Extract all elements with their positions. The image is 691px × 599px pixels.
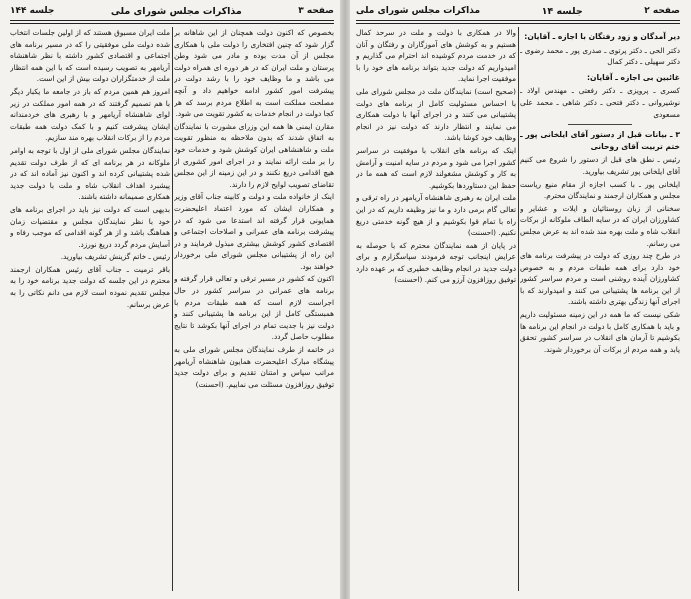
paragraph: نمایندگان مجلس شورای ملی از اول با توجه به اوامر ملوکانه در هر برنامه ای که از طرف دولت تقدیم شده پشتیبانی کرده اند و اکنون نیز آماده اند که در پیشبرد اهداف انقلاب شاه و ملت با دولت جدید همکاری صمیمانه داشته باشند. <box>10 145 170 202</box>
right-page-title: مذاکرات مجلس شورای ملی <box>356 6 481 16</box>
paragraph: مقارن ایمنی ها همه این وزرای مشورت با نمایندگان به اتفاق شدند که بدون ملاحظه به منظور تقویت ملت و شاهنشاهی ایران کوشش شود و خدمات خود را بر ملت ارائه نمایند و در اجرای امور کشوری از هیچ اقدامی دریغ نکنند و در این زمینه از این مجلس تقاضای تصویب لوایح لازم را دارند. <box>174 121 334 189</box>
paragraph: ملت ایران مسبوق هستند که از اولین جلسات انتخاب شده دولت ملی موفقیتی را که در مسیر برنامه های اجتماعی و اقتصادی کشور داشته با نظر شاهنشاه آریامهر به تصویب رسیده است که با این همه انتظار ملت از خدمتگزاران دولت بیش از این است. <box>10 28 170 84</box>
left-page-number: صفحه ۳ <box>298 6 334 16</box>
left-page <box>4 0 340 599</box>
paragraph: ملت ایران به رهبری شاهنشاه آریامهر در راه ترقی و تعالی گام برمی دارد و ما نیز وظیفه داریم که در این راه با تمام قوا بکوشیم و از هیچ گونه خدمتی دریغ نکنیم. (احسنت) <box>356 193 516 238</box>
left-page-header <box>10 4 334 18</box>
paragraph: والا در همکاری با دولت و ملت در سرحد کمال هستیم و به کوشش های آموزگاران و رفتگان و آنان که در خدمت مردم کوشیده اند احترام می گذاریم و امیدواریم که دولت جدید بتواند برنامه های خود را با موفقیت اجرا نماید. <box>356 28 516 84</box>
paragraph: ایلخانی پور ـ با کسب اجازه از مقام منیع ریاست مجلس و همکاران ارجمند و نمایندگان محترم. <box>520 179 680 201</box>
paragraph: در پایان از همه نمایندگان محترم که با حوصله به عرایض اینجانب توجه فرمودند سپاسگزارم و برای دولت جدید در انجام وظایف خطیری که بر عهده دارد توفیق روزافزون آرزو می کنم. (احسنت) <box>356 240 516 285</box>
paragraph: بدیهی است که دولت نیز باید در اجرای برنامه های خود با نظر نمایندگان مجلس و مقتضیات زمان هماهنگ باشد و از هر گونه اقدامی که موجب رفاه و آسایش مردم گردد دریغ نورزد. <box>10 204 170 249</box>
paragraph: رئیس ـ نطق های قبل از دستور را شروع می کنیم آقای ایلخانی پور تشریف بیاورید. <box>520 155 680 176</box>
paragraph: اکنون که کشور در مسیر ترقی و تعالی قرار گرفته و برنامه های عمرانی در سراسر کشور در حال اجراست لازم است که همه طبقات مردم با همبستگی کامل از این برنامه ها پشتیبانی کنند و دولت نیز با جدیت تمام در اجرای آنها بکوشد تا نتایج مطلوب حاصل گردد. <box>174 274 334 342</box>
right-page-header <box>356 4 680 18</box>
paragraph: رئیس ـ خاتم گزینش تشریف بیاورید. <box>60 252 170 262</box>
section-heading: غائبین بی اجازه ـ آقایان: <box>586 72 680 82</box>
paragraph: سخنانی از زبان روستائیان و ایلات و عشایر و کشاورزان ایران که در سایه الطاف ملوکانه از برکات انقلاب شاه و ملت بهره مند شده اند به عرض مجلس می رسانم. <box>520 203 680 248</box>
right-page <box>350 0 686 599</box>
right-page-session: جلسه ۱۴ <box>541 5 583 17</box>
right-page-column-2 <box>356 27 516 595</box>
right-column-divider <box>518 27 519 591</box>
paragraph: دکتر الحی ـ دکتر پرتوی ـ صدری پور ـ محمد رضوی ـ دکتر سهیلی ـ دکتر کمال <box>520 45 680 67</box>
section-separator <box>568 124 632 125</box>
right-page-column-1 <box>520 27 680 595</box>
left-column-divider <box>172 27 173 591</box>
section-heading: دیر آمدگان و زود رفتگان با اجازه ـ آقایان: <box>524 32 680 41</box>
left-header-rule <box>10 20 334 24</box>
paragraph: (صحیح است) نمایندگان ملت در مجلس شورای ملی با احساس مسئولیت کامل از برنامه های دولت پشتیبانی می کنند و در اجرای آنها با دولت همکاری می نمایند و انتظار دارند که دولت نیز در انجام وظایف خود کوشا باشد. <box>356 86 516 143</box>
paragraph: اینک که برنامه های انقلاب با موفقیت در سراسر کشور اجرا می شود و مردم در سایه امنیت و آرامش به کار و کوشش مشغولند لازم است که همه ما در حفظ این دستاوردها بکوشیم. <box>356 145 516 190</box>
right-page-number: صفحه ۲ <box>644 6 680 16</box>
paragraph: بخصوص که اکنون دولت همچنان از این شاهانه بر گزار شود که چنین افتخاری را دولت ملی با همکاری مجلس از آن مدت بوده و مادر می شود وطن پرستان و ملت ایران که در هر دوره ای همراه دولت می باشد و ما وظایف خود را با رشد دولت در پیشرفت امور کشور ادامه خواهیم داد و آنچه مصلحت مملکت است به اطلاع مردم برسد که هر کجا دولت در انجام خدمات به کشور تقویت می شود. <box>174 28 334 119</box>
paragraph: در خاتمه از طرف نمایندگان مجلس شورای ملی به پیشگاه مبارک اعلیحضرت همایون شاهنشاه آریامهر مراتب سپاس و امتنان تقدیم و برای دولت جدید توفیق روزافزون مسئلت می نماییم. (احسنت) <box>174 345 334 389</box>
paragraph: در طرح چند روزی که دولت در پیشرفت برنامه های خود دارد برای همه طبقات مردم و به خصوص کشاورزان آینده روشنی است و مردم سراسر کشور از این برنامه ها پشتیبانی می کنند و امیدوارند که با اجرای آنها زندگی بهتری داشته باشند. <box>520 251 680 307</box>
left-page-column-1 <box>174 27 334 595</box>
left-page-title: مذاکرات مجلس شورای ملی <box>110 5 242 17</box>
paragraph: باقر ترمیت ـ جناب آقای رئیس همکاران ارجمند محترم در این جلسه که دولت جدید برنامه خود را به مجلس تقدیم نموده است لازم می دانم نکاتی را به عرض برسانم. <box>10 264 170 309</box>
paragraph: کسری ـ پرویزی ـ دکتر رفعتی ـ مهندس اولاد ـ نوشیروانی ـ دکتر فتحی ـ دکتر شاهی ـ محمد علی مسعودی <box>520 86 680 119</box>
section-heading: ۳ ـ بیانات قبل از دستور آقای ایلخانی پور ـ ختم تربیت آقای روحانی <box>520 130 680 151</box>
paragraph: اینک از خانواده ملت و دولت و کابینه جناب آقای وزیر و همکاران ایشان که مورد اعتماد اعلیحضرت همایونی قرار گرفته اند استدعا می شود که در پیشرفت برنامه های عمرانی و اصلاحات اجتماعی و اقتصادی کشور کوشش بیشتری مبذول فرمایند و در این راه از پشتیبانی مجلس شورای ملی برخوردار خواهند بود. <box>174 192 334 271</box>
left-page-session: جلسه ۱۴۴ <box>10 6 55 16</box>
paragraph: امروز هم همین مردم که باز در جامعه ما یکبار دیگر با هم تصمیم گرفتند که در همه امور مملکت در زیر لوای شاهنشاه آریامهر و با رهبری های خردمندانه ایشان پیشرفت کنیم و با کمک دولت همه طبقات مردم را از برکات انقلاب بهره مند سازیم. <box>10 86 170 143</box>
paragraph: شکی نیست که ما همه در این زمینه مسئولیت داریم و باید با همکاری کامل با دولت در انجام این برنامه ها بکوشیم تا آرمان های انقلاب در سراسر کشور تحقق یابد و همه مردم از برکات آن برخوردار شوند. <box>520 310 680 354</box>
book-gutter <box>340 0 350 599</box>
left-page-column-2 <box>10 27 170 595</box>
right-header-rule <box>356 20 680 24</box>
